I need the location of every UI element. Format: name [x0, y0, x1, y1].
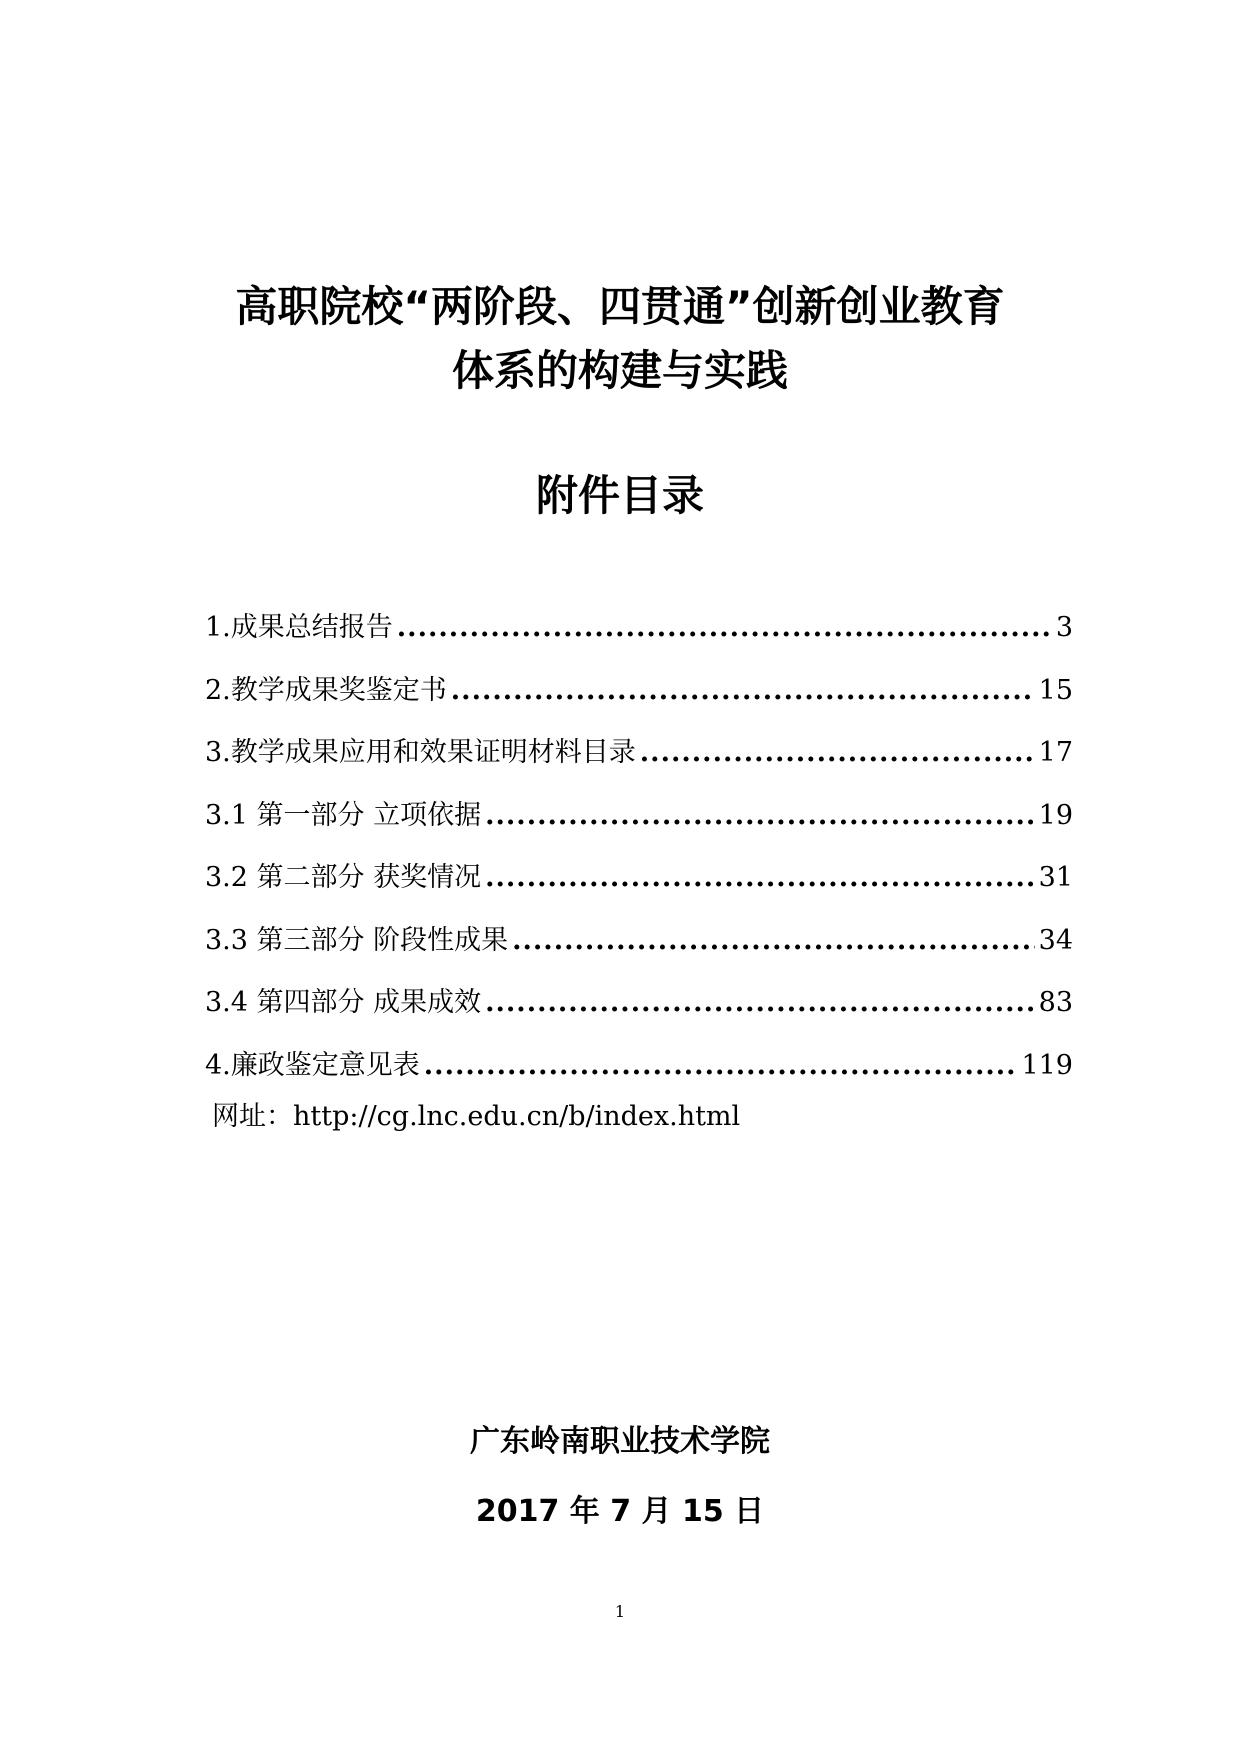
toc-entry-page: 19	[1038, 799, 1073, 831]
toc-entry[interactable]	[205, 910, 1073, 973]
toc-dot-leader	[640, 722, 1035, 785]
toc-entry-label: 3.教学成果应用和效果证明材料目录	[205, 737, 636, 768]
table-of-contents	[205, 597, 1073, 1097]
toc-entry[interactable]	[205, 972, 1073, 1035]
document-title	[0, 275, 1240, 403]
document-subtitle: 附件目录	[535, 471, 704, 520]
toc-dot-leader	[485, 972, 1035, 1035]
toc-entry-page: 31	[1038, 862, 1073, 893]
toc-entry-page: 119	[1021, 1049, 1073, 1081]
toc-dot-leader	[512, 910, 1035, 973]
title-line-2: 体系的构建与实践	[451, 346, 788, 395]
toc-entry-label: 2.教学成果奖鉴定书	[205, 674, 447, 706]
toc-dot-leader	[397, 597, 1052, 660]
website-url-line[interactable]: 网址：http://cg.lnc.edu.cn/b/index.html	[212, 1101, 741, 1132]
document-date: 2017 年 7 月 15 日	[475, 1494, 765, 1529]
toc-entry-page: 17	[1038, 737, 1073, 768]
toc-entry[interactable]	[205, 660, 1073, 723]
toc-entry-page: 83	[1038, 987, 1073, 1018]
toc-entry-page: 34	[1038, 924, 1073, 956]
toc-entry[interactable]	[205, 1035, 1073, 1098]
toc-entry[interactable]	[205, 785, 1073, 848]
toc-entry[interactable]	[205, 722, 1073, 785]
title-line-1: 高职院校“两阶段、四贯通”创新创业教育	[235, 282, 1005, 331]
toc-entry-label: 3.4 第四部分 成果成效	[205, 987, 482, 1018]
institution-name: 广东岭南职业技术学院	[470, 1424, 770, 1459]
toc-dot-leader	[485, 785, 1035, 848]
toc-entry[interactable]	[205, 847, 1073, 910]
toc-entry-label: 1.成果总结报告	[205, 612, 393, 643]
toc-dot-leader	[424, 1035, 1018, 1098]
toc-entry-page: 15	[1038, 674, 1073, 706]
toc-entry-label: 3.2 第二部分 获奖情况	[205, 862, 482, 893]
page-number: 1	[614, 1602, 626, 1621]
toc-entry[interactable]	[205, 597, 1073, 660]
toc-entry-page: 3	[1055, 612, 1073, 643]
toc-entry-label: 3.3 第三部分 阶段性成果	[205, 924, 509, 956]
toc-dot-leader	[451, 660, 1035, 723]
toc-dot-leader	[485, 847, 1035, 910]
toc-entry-label: 3.1 第一部分 立项依据	[205, 799, 482, 831]
toc-entry-label: 4.廉政鉴定意见表	[205, 1049, 420, 1081]
